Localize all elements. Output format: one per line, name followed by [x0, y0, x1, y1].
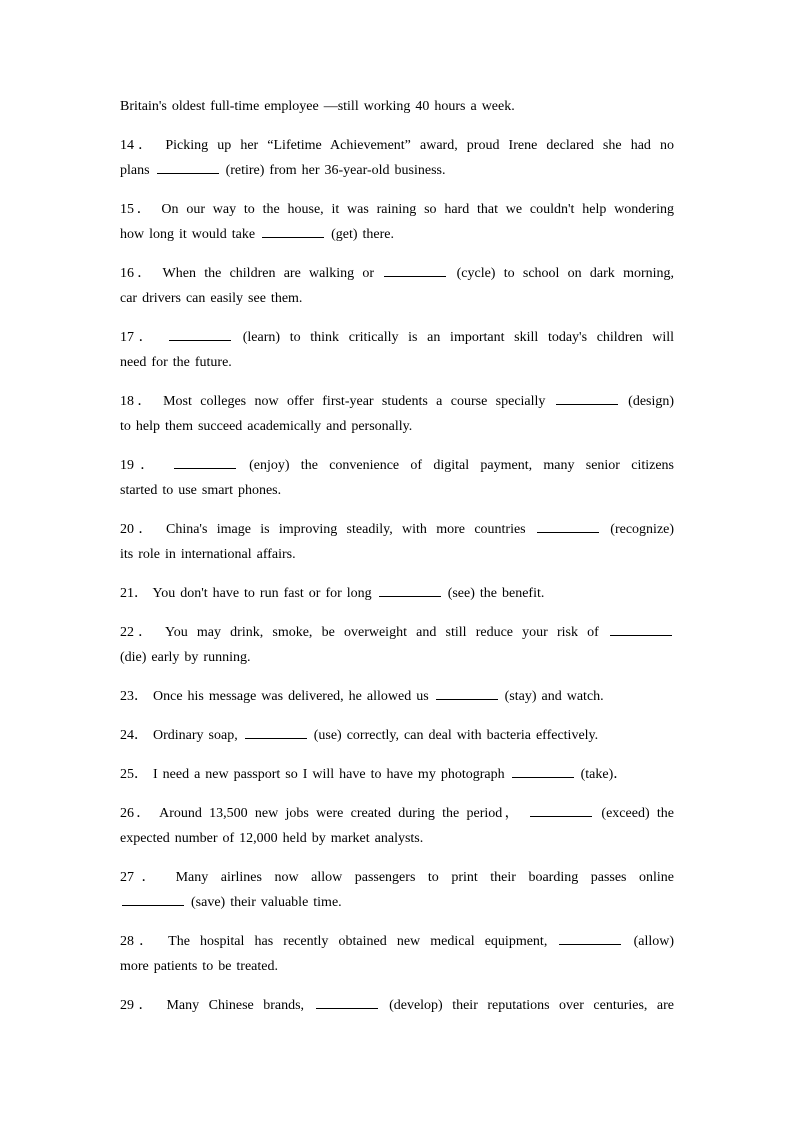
question-number: 28． — [120, 934, 159, 949]
question-29 — [120, 993, 674, 1018]
question-line: car drivers can easily see them. — [120, 291, 303, 306]
answer-blank[interactable] — [436, 687, 498, 700]
question-line — [120, 890, 674, 915]
question-23 — [120, 684, 674, 709]
question-text: (enjoy) the convenience of digital payment, many senior citizens — [249, 458, 674, 473]
question-text: On our way to the house, it was raining so hard that we couldn't help wondering — [161, 202, 674, 217]
question-text: plans — [120, 163, 150, 178]
question-number: 17． — [120, 330, 158, 345]
question-text: (design) — [628, 394, 674, 409]
question-line: started to use smart phones. — [120, 483, 282, 498]
question-text: (take)． — [580, 767, 628, 782]
question-number: 23． — [120, 689, 148, 704]
answer-blank[interactable] — [530, 804, 592, 817]
question-18 — [120, 389, 674, 439]
question-line: expected number of 12,000 held by market analysts. — [120, 831, 424, 846]
question-text: You may drink, smoke, be overweight and still reduce your risk of — [165, 625, 599, 640]
question-number: 20． — [120, 522, 157, 537]
answer-blank[interactable] — [379, 584, 441, 597]
question-15 — [120, 197, 674, 247]
question-text: China's image is improving steadily, with more countries — [165, 522, 526, 537]
question-line: its role in international affairs. — [120, 547, 296, 562]
question-line — [120, 801, 674, 826]
question-text: The hospital has recently obtained new medical equipment, — [168, 934, 548, 949]
question-28 — [120, 929, 674, 979]
question-line — [120, 684, 674, 709]
question-text: Once his message was delivered, he allowed us — [153, 689, 429, 704]
question-27 — [120, 865, 674, 915]
question-text: (get) there. — [331, 227, 395, 242]
question-line — [120, 993, 674, 1018]
question-line — [120, 133, 674, 158]
question-text: I need a new passport so I will have to have my photograph — [153, 767, 505, 782]
question-line — [120, 581, 674, 606]
answer-blank[interactable] — [537, 520, 599, 533]
question-text: (cycle) to school on dark morning, — [456, 266, 674, 281]
question-number: 27． — [120, 870, 164, 885]
question-21 — [120, 581, 674, 606]
question-line — [120, 723, 674, 748]
question-22 — [120, 620, 674, 670]
question-text: (retire) from her 36-year-old business. — [225, 163, 446, 178]
question-text: Ordinary soap, — [153, 728, 238, 743]
question-text: (recognize) — [610, 522, 674, 537]
question-number: 26． — [120, 806, 153, 821]
question-text: (exceed) the — [601, 806, 674, 821]
question-line: (die) early by running. — [120, 650, 251, 665]
question-number: 25． — [120, 767, 148, 782]
answer-blank[interactable] — [556, 392, 618, 405]
answer-blank[interactable] — [316, 996, 378, 1009]
question-text: Picking up her “Lifetime Achievement” award, proud Irene declared she had no — [165, 138, 674, 153]
question-line — [120, 865, 674, 890]
answer-blank[interactable] — [157, 161, 219, 174]
question-text: (allow) — [633, 934, 674, 949]
answer-blank[interactable] — [384, 264, 446, 277]
answer-blank[interactable] — [559, 932, 621, 945]
question-text: (develop) their reputations over centuries, are — [389, 998, 674, 1013]
question-number: 24． — [120, 728, 148, 743]
question-line — [120, 158, 674, 183]
question-text: Many airlines now allow passengers to print their boarding passes online — [175, 870, 674, 885]
question-line — [120, 762, 674, 787]
question-text: (see) the benefit. — [447, 586, 545, 601]
question-line — [120, 453, 674, 478]
question-number: 16． — [120, 266, 155, 281]
question-text: (learn) to think critically is an important skill today's children will — [242, 330, 674, 345]
question-line — [120, 620, 674, 645]
question-text: Most colleges now offer first-year students a course specially — [163, 394, 546, 409]
question-25 — [120, 762, 674, 787]
question-14 — [120, 133, 674, 183]
answer-blank[interactable] — [262, 225, 324, 238]
worksheet-page — [120, 94, 674, 1032]
question-line: to help them succeed academically and personally. — [120, 419, 413, 434]
question-text: (stay) and watch. — [504, 689, 604, 704]
question-line — [120, 389, 674, 414]
answer-blank[interactable] — [169, 328, 231, 341]
question-text: (save) their valuable time. — [191, 895, 342, 910]
question-line — [120, 222, 674, 247]
question-number: 21． — [120, 586, 148, 601]
question-16 — [120, 261, 674, 311]
question-text: You don't have to run fast or for long — [152, 586, 372, 601]
question-text: how long it would take — [120, 227, 256, 242]
answer-blank[interactable] — [245, 726, 307, 739]
question-line — [120, 929, 674, 954]
question-number: 19． — [120, 458, 161, 473]
question-24 — [120, 723, 674, 748]
question-20 — [120, 517, 674, 567]
question-19 — [120, 453, 674, 503]
question-line — [120, 261, 674, 286]
answer-blank[interactable] — [174, 456, 236, 469]
question-number: 29． — [120, 998, 157, 1013]
question-text: (use) correctly, can deal with bacteria effectively. — [313, 728, 599, 743]
question-text: When the children are walking or — [162, 266, 375, 281]
question-number: 22． — [120, 625, 157, 640]
question-line: need for the future. — [120, 355, 232, 370]
question-line — [120, 197, 674, 222]
question-number: 14． — [120, 138, 157, 153]
question-line: more patients to be treated. — [120, 959, 278, 974]
question-text: Many Chinese brands, — [166, 998, 305, 1013]
continuation-line: Britain's oldest full-time employee —still working 40 hours a week. — [120, 99, 515, 114]
answer-blank[interactable] — [122, 893, 184, 906]
question-17 — [120, 325, 674, 375]
question-line — [120, 325, 674, 350]
question-line — [120, 517, 674, 542]
question-26 — [120, 801, 674, 851]
question-text: Around 13,500 new jobs were created during the period， — [159, 806, 521, 821]
answer-blank[interactable] — [512, 765, 574, 778]
question-number: 18． — [120, 394, 155, 409]
answer-blank[interactable] — [610, 623, 672, 636]
question-number: 15． — [120, 202, 154, 217]
